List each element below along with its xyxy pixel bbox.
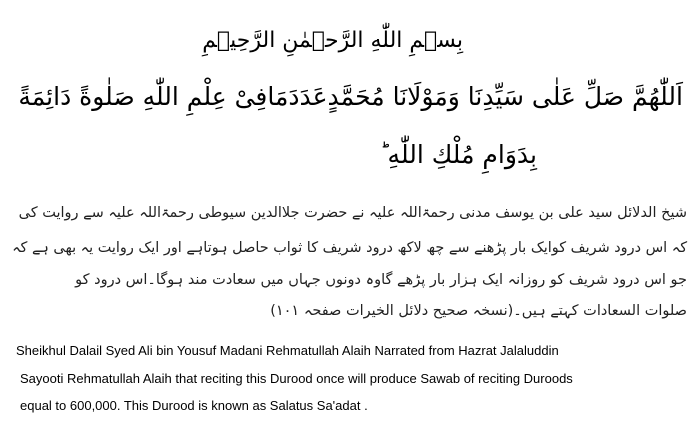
english-translation-line-1: Sheikhul Dalail Syed Ali bin Yousuf Madani Rehmatullah Alaih Narrated from Hazrat Jalaluddin — [16, 343, 559, 358]
english-translation-line-2: Sayooti Rehmatullah Alaih that reciting this Durood once will produce Sawab of reciting Duroods — [20, 371, 573, 386]
urdu-narration-line-2: کہ اس درود شریف کوایک بار پڑھنے سے چھ لاکھ درود شریف کا ثواب حاصل ہوتاہے اور ایک روایت یہ بھی ہے کہ — [12, 240, 687, 256]
urdu-narration-line-3: جو اس درود شریف کو روزانہ ایک ہزار بار پڑھے گاوہ دونوں جہاں میں سعادت مند ہوگا۔اس درود کو — [75, 272, 687, 288]
urdu-narration-line-1: شیخ الدلائل سید علی بن یوسف مدنی رحمۃاللہ علیہ نے حضرت جلاالدین سیوطی رحمۃاللہ علیہ سے روایت کی — [18, 205, 687, 221]
bismillah-heading: بِسۡمِ اللّٰهِ الرَّحۡمٰنِ الرَّحِيۡمِ — [202, 28, 463, 53]
english-translation-line-3: equal to 600,000. This Durood is known as Salatus Sa'adat . — [20, 398, 368, 413]
durood-text-line-2: بِدَوَامِ مُلْكِ اللّٰهِ ؕ — [379, 140, 537, 169]
durood-text-line-1: اَللّٰهُمَّ صَلِّ عَلٰى سَيِّدِنَا وَمَوْلَانَا مُحَمَّدٍعَدَدَمَافِىْ عِلْمِ اللّٰهِ صَلٰوةً دَائِمَةً — [18, 82, 683, 111]
urdu-narration-line-4: صلوات السعادات کہتے ہیں۔(نسخہ صحیح دلائل الخیرات صفحہ ۱۰۱) — [270, 303, 687, 319]
